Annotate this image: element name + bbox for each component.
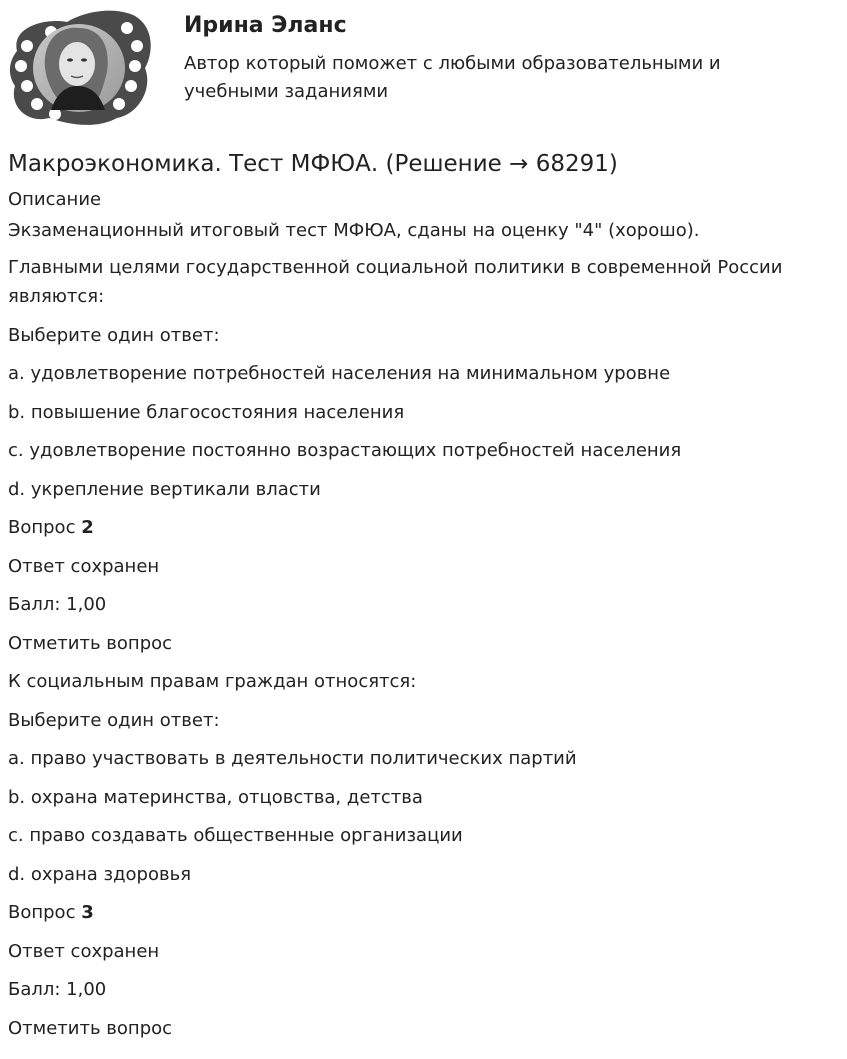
question-2-prompt: Выберите один ответ: <box>8 709 220 731</box>
question-1-option-b: b. повышение благосостояния населения <box>8 401 405 423</box>
question-1-text: Главными целями государственной социальной политики в современной России являются: <box>8 257 783 307</box>
question-1-option-d: d. укрепление вертикали власти <box>8 478 321 500</box>
author-header <box>0 0 847 140</box>
question-1-option-a: a. удовлетворение потребностей населения на минимальном уровне <box>8 363 671 384</box>
question-1-prompt: Выберите один ответ: <box>8 324 220 346</box>
author-avatar <box>7 6 152 128</box>
question-3-score: Балл: 1,00 <box>8 979 107 1000</box>
question-3-label: Вопрос <box>8 902 76 923</box>
question-2-option-d: d. охрана здоровья <box>8 863 192 885</box>
question-3-status: Ответ сохранен <box>8 940 160 962</box>
description-text: Экзаменационный итоговый тест МФЮА, сданы на оценку "4" (хорошо). <box>8 220 700 241</box>
page-title: Макроэкономика. Тест МФЮА. (Решение → 68291) <box>8 151 618 177</box>
question-2-status: Ответ сохранен <box>8 555 160 577</box>
description-label: Описание <box>8 189 102 210</box>
question-2-label: Вопрос <box>8 517 76 538</box>
question-2-option-c: c. право создавать общественные организации <box>8 825 463 846</box>
question-1-option-c: c. удовлетворение постоянно возрастающих потребностей населения <box>8 440 682 461</box>
question-3-flag: Отметить вопрос <box>8 1017 173 1039</box>
author-description: Автор который поможет с любыми образовательными и учебными заданиями <box>184 53 721 102</box>
document-content <box>8 216 838 1052</box>
question-2-option-b: b. охрана материнства, отцовства, детства <box>8 786 423 808</box>
question-2-score: Балл: 1,00 <box>8 594 107 615</box>
question-2-number: 2 <box>81 517 94 538</box>
question-2-flag: Отметить вопрос <box>8 632 173 654</box>
author-name[interactable]: Ирина Эланс <box>184 13 347 38</box>
question-3-number: 3 <box>81 902 94 923</box>
question-2-header <box>8 513 838 542</box>
question-3-header <box>8 898 838 927</box>
question-2-text: К социальным правам граждан относятся: <box>8 671 417 692</box>
question-2-option-a: a. право участвовать в деятельности политических партий <box>8 748 577 769</box>
